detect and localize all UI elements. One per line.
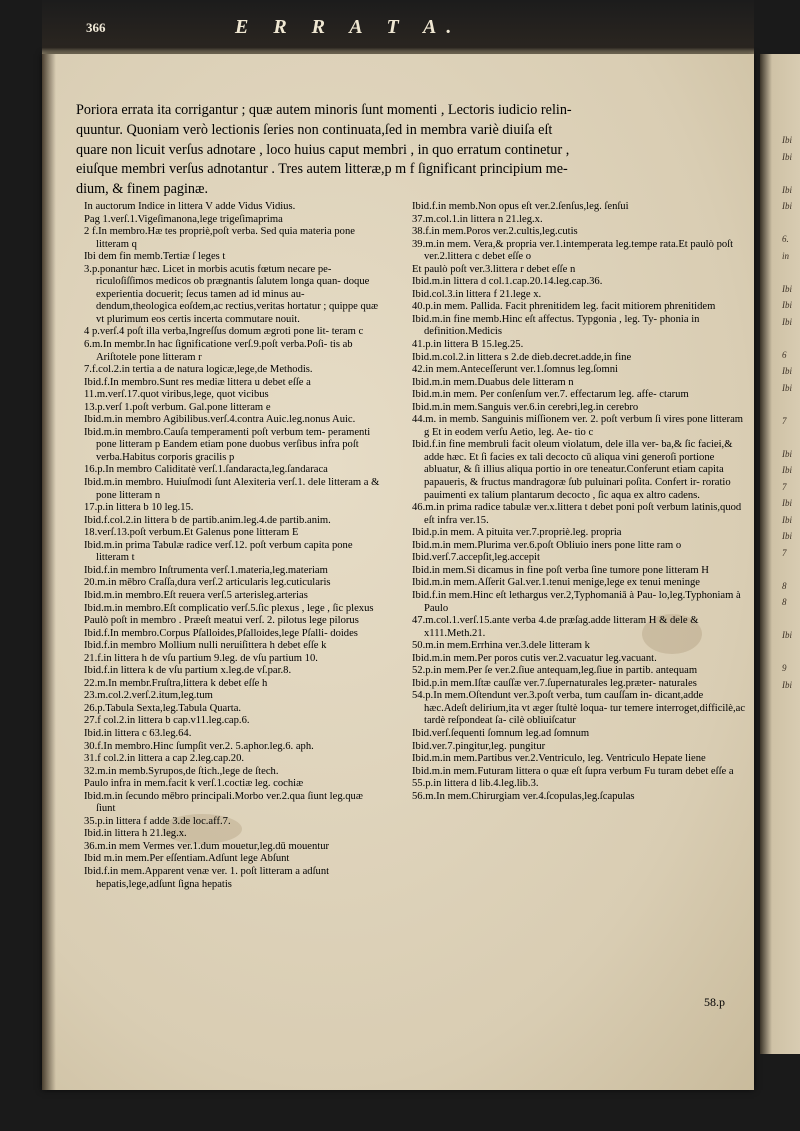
intro-line: eiuſque membri verſus adnotantur . Tres autem litteræ,p m f ſignificant principium me-: [76, 161, 568, 178]
errata-entry: 23.m.col.2.verſ.2.itum,leg.tum: [84, 690, 213, 702]
errata-entry: 4 p.verſ.4 poſt illa verba,Ingreſſus domum ægroti pone lit- teram c: [84, 326, 364, 338]
errata-entry: Ibid.m.col.2.in littera s 2.de dieb.decret.adde,in fine: [412, 351, 632, 363]
errata-entry: Ibid.m.in membro.Eſt reuera verſ.5 arterisleg.arterias: [84, 589, 308, 601]
errata-entry: Ibid.p.in mem.Iſtæ cauſſæ ver.7.ſupernaturales leg.præter- naturales: [412, 677, 697, 689]
errata-entry: 52.p.in mem.Per ſe ver.2.ſiue antequam,leg.ſiue in partib. antequam: [412, 665, 698, 677]
running-title: E R R A T A.: [235, 16, 462, 38]
errata-entry: 22.m.In membr.Fruſtra,littera k debet eſſe h: [84, 677, 268, 689]
adjacent-page-text: Ibi Ibi Ibi Ibi 6. in Ibi Ibi Ibi 6 Ibi Ibi 7 Ibi Ibi 7 Ibi Ibi Ibi 7 8 8 Ibi 9 Ibi: [782, 135, 792, 690]
errata-entry: Ibid.m.in fine memb.Hinc eſt affectus. Typgonia , leg. Ty- phonia in definition.Medicis: [412, 313, 700, 338]
errata-entry: Ibid.p.in mem. A pituita ver.7.propriè.leg. propria: [412, 527, 622, 539]
errata-entry: Ibid.m.in mem.Futuram littera o quæ eſt ſupra verbum Fu turam debet eſſe a: [412, 765, 734, 777]
errata-entry: 42.in mem.Anteceſſerunt ver.1.ſomnus leg.ſomni: [412, 364, 618, 376]
adjacent-page-edge: [760, 54, 800, 1054]
errata-entry: Ibid.m.in membro.Cauſa temperamenti poſt verbum tem- peramenti pone litteram p Eandem etiam pone duobus verſibus infra poſt verba.Habitus corporis gracilis p: [84, 426, 371, 463]
errata-entry: Ibid.f.in memb.Non opus eſt ver.2.ſenſus,leg. ſenſui: [412, 201, 629, 212]
errata-entry: 13.p.verſ 1.poſt verbum. Gal.pone litteram e: [84, 401, 271, 413]
errata-left-column: [84, 201, 380, 891]
errata-entry: Ibid.in littera h 21.leg.x.: [84, 828, 187, 840]
errata-entry: Ibid.m.in membro. Huiuſmodi ſunt Alexiteria verſ.1. dele litteram a & pone litteram n: [84, 477, 380, 501]
errata-entry: 31.f col.2.in littera a cap 2.leg.cap.20.: [84, 753, 245, 765]
errata-entry: Ibid.verſ.ſequenti ſomnum leg.ad ſomnum: [412, 727, 590, 739]
errata-entry: Ibid.m.in littera d col.1.cap.20.14.leg.cap.36.: [412, 276, 603, 288]
errata-entry: 32.m.in memb.Syrupos,de ſtich.,lege de ſtech.: [84, 765, 279, 777]
errata-entry: In auctorum Indice in littera V adde Vidus Vidius.: [84, 201, 296, 212]
errata-entry: 27.f col.2.in littera b cap.v11.leg.cap.6.: [84, 715, 250, 727]
errata-right-column: [412, 201, 746, 803]
errata-entry: Paulò poſt in membro . Præeſt meatui verſ. 2. pilotus lege pilorus: [84, 615, 359, 627]
errata-entry: 54.p.In mem.Oſtendunt ver.3.poſt verba, tum cauſſam in- dicant,adde hæc.Adeſt delirium,ita vt æger ſtultè loqua- tur temere interroget,difficilè,ac tardè reſpondeat ſa- cilè obliuiſcatur: [412, 690, 746, 727]
errata-entry: Ibid.col.3.in littera f 21.lege x.: [412, 288, 542, 300]
catchword: 58.p: [704, 995, 725, 1009]
errata-entry: Ibid.m.in membro Agibilibus.verſ.4.contra Auic.leg.nonus Auic.: [84, 414, 356, 426]
errata-entry: Ibid.f.in membro Inſtrumenta verſ.1.materia,leg.materiam: [84, 564, 328, 576]
errata-entry: 47.m.col.1.verſ.15.ante verba 4.de præſag.adde litteram H & dele & x111.Meth.21.: [412, 615, 699, 639]
errata-entry: 18.verſ.13.poſt verbum.Et Galenus pone litteram E: [84, 527, 299, 539]
errata-entry: Ibid.in mem.Si dicamus in fine poſt verba ſine tumore pone litteram H: [412, 564, 709, 576]
errata-entry: 2 f.In membro.Hæ tes propriè,poſt verba. Sed quia materia pone litteram q: [84, 226, 355, 250]
errata-entry: 17.p.in littera b 10 leg.15.: [84, 502, 194, 514]
errata-entry: 38.f.in mem.Poros ver.2.cultis,leg.cutis: [412, 226, 578, 238]
errata-entry: Et paulò poſt ver.3.littera r debet eſſe n: [412, 263, 576, 275]
errata-entry: Ibid.m.in mem.Per poros cutis ver.2.vacuatur leg.vacuant.: [412, 652, 657, 664]
errata-entry: 11.m.verſ.17.quot viribus,lege, quot vicibus: [84, 389, 269, 401]
errata-entry: Ibid.m.in mem.Partibus ver.2.Ventriculo, leg. Ventriculo Hepate liene: [412, 753, 706, 765]
page-number: 366: [86, 20, 106, 35]
gutter-shadow: [42, 54, 56, 1090]
errata-entry: 35.p.in littera f adde 3.de loc.aff.7.: [84, 815, 231, 827]
errata-entry: 20.m.in mēbro Craſſa,dura verſ.2 articularis leg.cuticularis: [84, 577, 331, 589]
errata-entry: 39.m.in mem. Vera,& propria ver.1.intemperata leg.tempe rata.Et paulò poſt ver.2.littera c debet eſſe o: [412, 238, 734, 263]
errata-entry: Ibid.verſ.7.accepſit,leg.accepit: [412, 552, 540, 564]
errata-entry: 44.m. in memb. Sanguinis miſſionem ver. 2. poſt verbum ſi vires pone litteram g Et in eodem verſu Aetio, leg. Ae- tio c: [412, 414, 744, 438]
errata-entry: Ibid.f.in littera k de vſu partium x.leg.de vſ.par.8.: [84, 665, 292, 677]
errata-entry: Ibid.f.in mem.Apparent venæ ver. 1. poſt litteram a adſunt hepatis,lege,adſunt ſigna hepatis: [84, 865, 330, 890]
errata-entry: Ibid m.in mem.Per eſſentiam.Adſunt lege Abſunt: [84, 853, 290, 865]
errata-entry: 7.f.col.2.in tertia a de natura logicæ,lege,de Methodis.: [84, 364, 313, 376]
intro-line: Poriora errata ita corrigantur ; quæ autem minoris ſunt momenti , Lectoris iudicio relin-: [76, 102, 572, 118]
intro-line: dium, & finem paginæ.: [76, 181, 209, 198]
errata-entry: 36.m.in mem Vermes ver.1.dum mouetur,leg.dū mouentur: [84, 840, 330, 852]
errata-entry: 46.m.in prima radice tabulæ ver.x.littera t debet poni poſt verbum latinis,quod eſt infra ver.15.: [412, 502, 742, 526]
errata-entry: Ibid.m.in membro.Eſt complicatio verſ.5.ſic plexus , lege , ſic plexus: [84, 602, 374, 614]
errata-entry: Ibid.m.in prima Tabulæ radice verſ.12. poſt verbum capita pone litteram t: [84, 539, 353, 564]
errata-entry: Paulo infra in mem.facit k verſ.1.coctiæ leg. cochiæ: [84, 778, 304, 790]
errata-entry: 6.m.In membr.In hac ſignificatione verſ.9.poſt verba.Poſi- tis ab Ariſtotele pone litteram r: [84, 339, 353, 363]
errata-entry: Ibid.f.in mem.Hinc eſt lethargus ver.2,Typhomaniā à Pau- lo,leg.Typhoniam à Paulo: [412, 589, 741, 614]
errata-entry: Ibid.in littera c 63.leg.64.: [84, 727, 192, 739]
errata-entry: 37.m.col.1.in littera n 21.leg.x.: [412, 213, 543, 225]
errata-entry: 41.p.in littera B 15.leg.25.: [412, 339, 524, 351]
errata-entry: Ibid.m.in mem.Duabus dele litteram n: [412, 376, 574, 388]
errata-entry: Ibid.f.In membro.Sunt res mediæ littera u debet eſſe a: [84, 376, 311, 388]
errata-entry: Ibid.m.in mem.Plurima ver.6.poſt Obliuio iners pone litte ram o: [412, 539, 682, 551]
errata-entry: Ibid.f.In membro.Corpus Pſalloides,Pſalloides,lege Pſalli- doides: [84, 627, 358, 639]
intro-paragraph: [76, 101, 748, 200]
errata-entry: Pag 1.verſ.1.Vigeſimanona,lege trigeſimaprima: [84, 213, 283, 225]
errata-entry: 3.p.ponantur hæc. Licet in morbis acutis fœtum necare pe- riculoſiſſimos medicos ob prægnantis ſalutem longa quan- doque experientia docuerit; ſecus tamen ad id minus au- dendum,theologica eoſdem,ac rectius,veritas hortatur ; quippe quæ vt plurimum eos certis incerta commutare nouit.: [84, 263, 379, 325]
errata-entry: 40.p.in mem. Pallida. Facit phrenitidem leg. facit mitiorem phrenitidem: [412, 301, 716, 313]
errata-entry: Ibid.f.in fine membruli facit oleum violatum, dele illa ver- ba,& ſic faciei,& adde hæc. Et ſi facies ex tali decocto cū aliqua vini generoſi portione abluatur, & ſi illius aliqua portio in ore teneatur.Conferunt etiam capita papaueris, & fructus mandragoræ ſub puluinari poſita. Confert ir- roratio pauimenti ex talium plantarum decocto , ſic aqua ex altro cadens.: [412, 439, 733, 501]
errata-entry: Ibid.f.in membro Mollium nulli neruiſittera h debet eſſe k: [84, 640, 327, 652]
errata-entry: 50.m.in mem.Errhina ver.3.dele litteram k: [412, 640, 590, 652]
errata-entry: 56.m.In mem.Chirurgiam ver.4.ſcopulas,leg.ſcapulas: [412, 790, 635, 802]
errata-entry: Ibid.m.in mem.Aſſerit Gal.ver.1.tenui menige,lege ex tenui meninge: [412, 577, 701, 589]
errata-entry: Ibid.ver.7.pingitur,leg. pungitur: [412, 740, 546, 752]
intro-line: quare non licuit verſus adnotare , loco huius caput membri , in quo erratum continetur ,: [76, 141, 570, 158]
errata-entry: Ibid.m.in ſecundo mēbro principali.Morbo ver.2.qua ſiunt leg.quæ ſiunt: [84, 790, 363, 815]
errata-entry: 55.p.in littera d lib.4.leg.lib.3.: [412, 778, 539, 790]
errata-entry: Ibid.m.in mem.Sanguis ver.6.in cerebri,leg.in cerebro: [412, 401, 639, 413]
errata-entry: Ibid.f.col.2.in littera b de partib.anim.leg.4.de partib.anim.: [84, 514, 331, 526]
errata-entry: 30.f.In membro.Hinc ſumpſit ver.2. 5.aphor.leg.6. aph.: [84, 740, 314, 752]
intro-line: quuntur. Quoniam verò lectionis ſeries non continuata,ſed in membra variè diuiſa eſt: [76, 121, 553, 138]
errata-entry: Ibid.m.in mem. Per conſenſum ver.7. effectarum leg. affe- ctarum: [412, 389, 689, 401]
errata-entry: Ibi dem fin memb.Tertiæ ſ leges t: [84, 251, 226, 263]
errata-entry: 26.p.Tabula Sexta,leg.Tabula Quarta.: [84, 702, 242, 714]
errata-entry: 21.f.in littera h de vſu partium 9.leg. de vſu partium 10.: [84, 652, 318, 664]
errata-entry: 16.p.In membro Caliditatè verſ.1.ſandaracta,leg.ſandaraca: [84, 464, 328, 476]
